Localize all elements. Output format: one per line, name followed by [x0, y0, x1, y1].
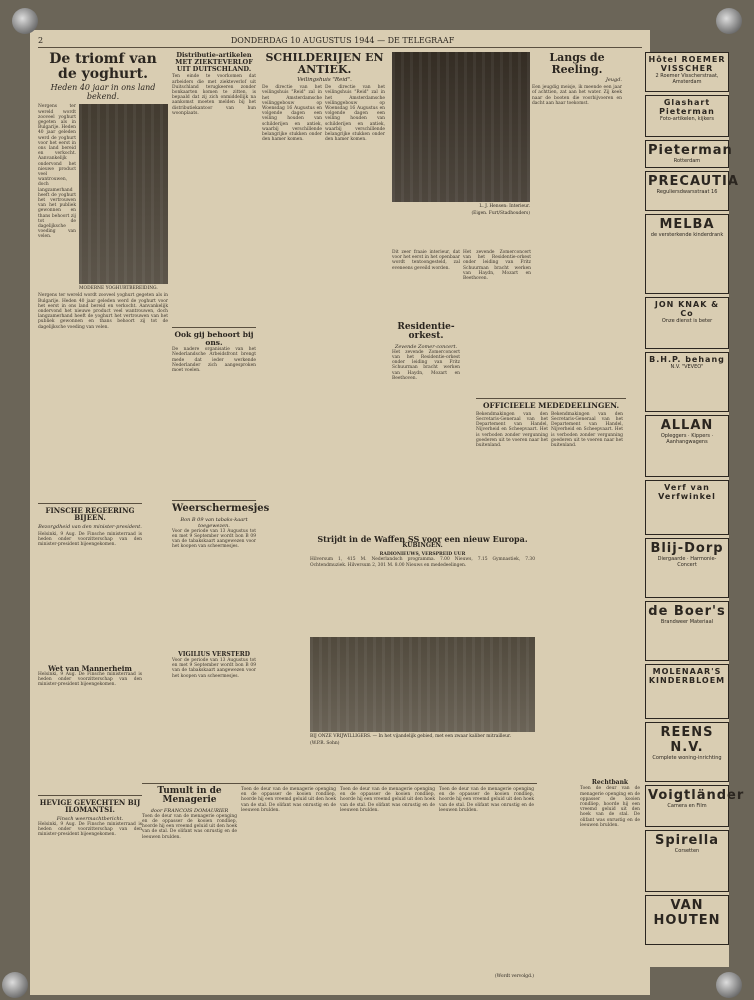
yoghurt-photo [79, 104, 168, 284]
residentie-subtitle: Zevende Zomer-concert. [394, 343, 458, 350]
advertisement-name: MELBA [659, 217, 715, 232]
waffen-headline: Strijdt in de Waffen SS voor een nieuw Europa. [317, 534, 528, 544]
advertisement-subline: Brandweer Materiaal [660, 619, 714, 625]
advertisement-name: Pieterman [648, 143, 733, 158]
masthead [38, 36, 642, 48]
advertisement-name: PRECAUTIA [648, 174, 739, 189]
pushpin-bottom-right [716, 972, 742, 998]
oog-headline: Ook gij behoort bij ons. [174, 330, 254, 348]
date-line: DONDERDAG 10 AUGUSTUS 1944 — DE TELEGRAAF [230, 36, 455, 45]
residentie-text-2: Het zevende Zomerconcert van het Residentie-orkest onder leiding van Fritz Schuurman bracht werken van Haydn, Mozart en Beethoven. [463, 250, 531, 282]
page-number: 2 [38, 36, 44, 45]
reeling-text: Een jeugdig meisje, ik meende een jaar of achttien, zat aan het water. Zij keek naar de booten die voorbijvoeren en dacht aan haar toekomst. [532, 85, 622, 106]
advertisement [645, 895, 729, 945]
officieel-article [476, 395, 626, 780]
residentie-text: Het zevende Zomerconcert van het Residentie-orkest onder leiding van Fritz Schuurman bracht werken van Haydn, Mozart en Beethoven. [392, 349, 460, 381]
schilderijen-article [262, 52, 387, 612]
weerscherm-subtitle: Bon B 09 van tabaks-kaart toegewezen. [180, 516, 248, 529]
pushpin-top-left [12, 8, 38, 34]
pushpin-top-right [716, 8, 742, 34]
advertisement-name: ALLAN [660, 418, 714, 433]
mannerheim-text: Helsinki, 9 Aug. De Finsche ministerraad is heden onder voorzitterschap van den minister-president bijeengekomen. [38, 672, 142, 688]
rechtbank-block [580, 780, 640, 960]
advertisement-name: Spirella [654, 833, 720, 848]
menagerie-headline: Tumult in de Menagerie [157, 786, 222, 806]
advertisement [645, 352, 729, 412]
advertisement [645, 297, 729, 349]
finland-text: Helsinki, 9 Aug. De Finsche ministerraad is heden onder voorzitterschap van den minister-president bijeengekomen. [38, 531, 142, 548]
soldiers-caption: BIJ ONZE VRIJWILLIGERS. — In het vijandelijk gebied, met een zwaar kaliber mitrailleur. [310, 734, 511, 740]
advertisement [645, 140, 733, 168]
rechtbank-text: Toen de deur van de menagerie openging en de oppasser de kooien rondliep, hoorde hij een vreemd geluid uit den hoek van de stal. De olifant was onrustig en de leeuwen brulden. [580, 786, 640, 828]
rechtbank-headline: Rechtbank [591, 779, 629, 786]
yoghurt-article [38, 52, 168, 522]
advertisement-name: Hôtel ROEMER VISSCHER [648, 55, 726, 73]
soldiers-caption-2: (W.P.R. Sohn) [310, 741, 340, 747]
vigilius-text: Voor de periode van 13 Augustus tot en met 9 September wordt bon B 09 van de tabakskaart aangewezen voor het koopen van scheermesjes. [172, 657, 256, 679]
advertisement [645, 95, 729, 137]
advertisement-subline: Complete woning-inrichting [652, 755, 722, 761]
advertisement-subline: Camera en Film [667, 803, 707, 809]
officieel-headline: OFFICIEELE MEDEDEELINGEN. [482, 401, 620, 410]
ilomantsi-headline: HEVIGE GEVECHTEN BIJ ILOMANTSI. [39, 798, 141, 815]
residentie-headline: Residentie-orkest. [397, 322, 455, 342]
schilderijen-subtitle: Veilingshuis "Reid". [297, 77, 352, 84]
advertisement-subline: N.V. "VEVEO" [670, 364, 704, 370]
radio-text: Hilversum 1, 415 M. Nederlandsch programma. 7.00 Nieuws, 7.15 Gymnastiek, 7.30 Ochtendmuziek. Hilversum 2, 301 M. 8.00 Nieuws en mededeelingen. [310, 557, 535, 568]
yoghurt-headline: De triomf van de yoghurt. [49, 51, 157, 82]
advertisement-name: Voigtländer [648, 788, 745, 803]
advertisement-name: Glashart Pieterman [659, 98, 715, 116]
advertisement-name: VAN HOUTEN [653, 898, 721, 928]
pushpin-bottom-left [2, 972, 28, 998]
advertisement [645, 785, 745, 827]
officieel-text-1: Bekendmakingen van den Secretaris-Generaal van het Departement van Handel, Nijverheid en Scheepvaart. Het is verboden zonder vergunning goederen uit te voeren naar het buitenland. [476, 411, 548, 449]
menagerie-text-4: Toen de deur van de menagerie openging en de oppasser de kooien rondliep, hoorde hij een vreemd geluid uit den hoek van de stal. De olifant was onrustig en de leeuwen brulden. [439, 787, 534, 813]
advertisement-name: Blij-Dorp [650, 541, 724, 556]
advertisement-subline: Rotterdam [673, 158, 701, 164]
advertisement [645, 830, 729, 892]
advertisement-subline: Corsetten [674, 848, 700, 854]
painting-block [392, 52, 530, 252]
reeling-headline: Langs de Reeling. [549, 51, 605, 76]
interior-painting [392, 52, 530, 202]
ads-column [645, 52, 745, 967]
schilderijen-text-2: De directie van het veilingshuis "Reid" zal in het Amsterdamsche veilinggebouw op Woensdag 16 Augustus en volgende dagen een veiling houden van schilderijen en antiek, waarbij verschillende belangrijke stukken onder den hamer komen. [325, 85, 385, 143]
yoghurt-caption: MODERNE YOGHURTBEREIDING. [79, 286, 158, 292]
advertisement-subline: Diergaarde · Harmonie-Concert [657, 556, 717, 568]
schilderijen-headline: SCHILDERIJEN EN ANTIEK. [265, 51, 384, 76]
advertisement-subline: Foto-artikelen, kijkers [660, 116, 714, 122]
advertisement-subline: Reguliersdwarsstraat 16 [656, 189, 718, 195]
reeling-subtitle: Jeugd. [605, 77, 622, 84]
menagerie-author: door FRANCOIS DOMAURIER [150, 807, 229, 814]
advertisement-name: REENS N.V. [660, 725, 714, 755]
advertisement [645, 538, 729, 598]
finland-headline: FINSCHE REGEERING BIJEEN. [45, 506, 135, 523]
yoghurt-text-a: Nergens ter wereld wordt zooveel yoghurt gegeten als in Bulgarije. Heden 40 jaar geleden werd de yoghurt voor het eerst in ons land bereid en verkocht. Aanvankelijk ondervond het nieuwe product veel wantrouwen, doch langzamerhand heeft de yoghurt het vertrouwen van het publiek gewonnen en thans behoort zij tot de dagelijksche voeding van velen. [38, 104, 76, 240]
advertisement-subline: de versterkende kinderdrank [650, 232, 724, 238]
yoghurt-subtitle: Heden 40 jaar in ons land bekend. [50, 83, 156, 102]
schilderijen-text: De directie van het veilingshuis "Reid" zal in het Amsterdamsche veilinggebouw op Woensdag 16 Augustus en volgende dagen een veiling houden van schilderijen en antiek, waarbij verschillende belangrijke stukken onder den hamer komen. [262, 85, 322, 143]
painting-caption-2: (Eigen. Furt/Stadhouders) [471, 211, 530, 216]
painting-text: Dit zeer fraaie interieur, dat voor het eerst in het openbaar wordt tentoongesteld, zal eveneens geveild worden. [392, 250, 460, 271]
residentie-article [392, 250, 460, 570]
painting-caption: L. J. Hensen: Interieur. [479, 204, 530, 209]
mannerheim-headline: Wet van Mannerheim [48, 663, 132, 673]
distributie-text: Ten einde te voorkomen dat arbeiders die met ziekteverlof uit Duitschland terugkeeren zonder bonkaarten komen te zitten, is bepaald dat zij zich onmiddellijk na aankomst moeten melden bij het distributiekantoor van hun woonplaats. [172, 74, 256, 116]
oog-text: De nadere organisatie van het Nederlandsche Arbeidsfront brengt mede dat ieder werkende Nederlander zich aangesproken moet voelen. [172, 347, 256, 373]
vigilius-headline: VIGILIUS VERSTERD [178, 650, 250, 658]
weerscherm-headline: Weerschermesjes [172, 503, 270, 515]
menagerie-text-3: Toen de deur van de menagerie openging en de oppasser de kooien rondliep, hoorde hij een vreemd geluid uit den hoek van de stal. De olifant was onrustig en de leeuwen brulden. [340, 787, 435, 813]
weerscherm-text: Voor de periode van 13 Augustus tot en met 9 September wordt bon B 09 van de tabakskaart aangewezen voor het koopen van scheermesjes. [172, 528, 256, 550]
advertisement-subline: 2 Roemer Visscherstraat, Amsterdam [655, 73, 719, 85]
advertisement-name: B.H.P. behang [649, 355, 725, 364]
advertisement [645, 171, 739, 211]
advertisement-name: de Boer's [648, 604, 726, 619]
advertisement-subline: Onze dienst is beter [661, 318, 713, 324]
advertisement-name: Verf van Verfwinkel [658, 483, 716, 501]
advertisement [645, 480, 729, 535]
menagerie-footer: (Wordt vervolgd.) [494, 974, 534, 979]
ilomantsi-subtitle: Finsch weermachtbericht. [56, 815, 124, 822]
advertisement [645, 415, 729, 477]
radio-headline: RADIONIEUWS, VERSPREID UUR [379, 551, 466, 557]
advertisement [645, 601, 729, 661]
ilomantsi-text: Helsinki, 9 Aug. De Finsche ministerraad is heden onder voorzitterschap van den minister-president bijeengekomen. [38, 821, 142, 838]
advertisement-name: JON KNAK & Co [654, 300, 720, 318]
advertisement [645, 664, 729, 719]
menagerie-article [142, 780, 537, 990]
advertisement-subline: Opleggers · Kippers · Aanhangwagens [660, 433, 714, 445]
finland-article [38, 500, 142, 990]
menagerie-text-1: Toen de deur van de menagerie openging en de oppasser de kooien rondliep, hoorde hij een vreemd geluid uit den hoek van de stal. De olifant was onrustig en de leeuwen brulden. [142, 813, 237, 840]
finland-subtitle: Bezorgdheid van den minister-president. [38, 523, 142, 530]
advertisement [645, 722, 729, 782]
advertisement [645, 52, 729, 92]
advertisement [645, 214, 729, 294]
yoghurt-text-b: Nergens ter wereld wordt zooveel yoghurt gegeten als in Bulgarije. Heden 40 jaar geleden werd de yoghurt voor het eerst in ons land bereid en verkocht. Aanvankelijk ondervond het nieuwe product veel wantrouwen, doch langzamerhand heeft de yoghurt het vertrouwen van het publiek gewonnen en thans behoort zij tot de dagelijksche voeding van velen. [38, 293, 168, 330]
waffen-sub: KUBINGEN. [402, 542, 443, 550]
officieel-text-2: Bekendmakingen van den Secretaris-Generaal van het Departement van Handel, Nijverheid en Scheepvaart. Het is verboden zonder vergunning goederen uit te voeren naar het buitenland. [551, 411, 623, 449]
distributie-headline: Distributie-artikelen MET ZIEKTEVERLOF UIT DUITSCHLAND. [175, 51, 253, 73]
distributie-column [172, 51, 270, 792]
advertisement-name: MOLENAAR'S KINDERBLOEM [648, 667, 726, 685]
menagerie-text-2: Toen de deur van de menagerie openging en de oppasser de kooien rondliep, hoorde hij een vreemd geluid uit den hoek van de stal. De olifant was onrustig en de leeuwen brulden. [241, 787, 336, 813]
